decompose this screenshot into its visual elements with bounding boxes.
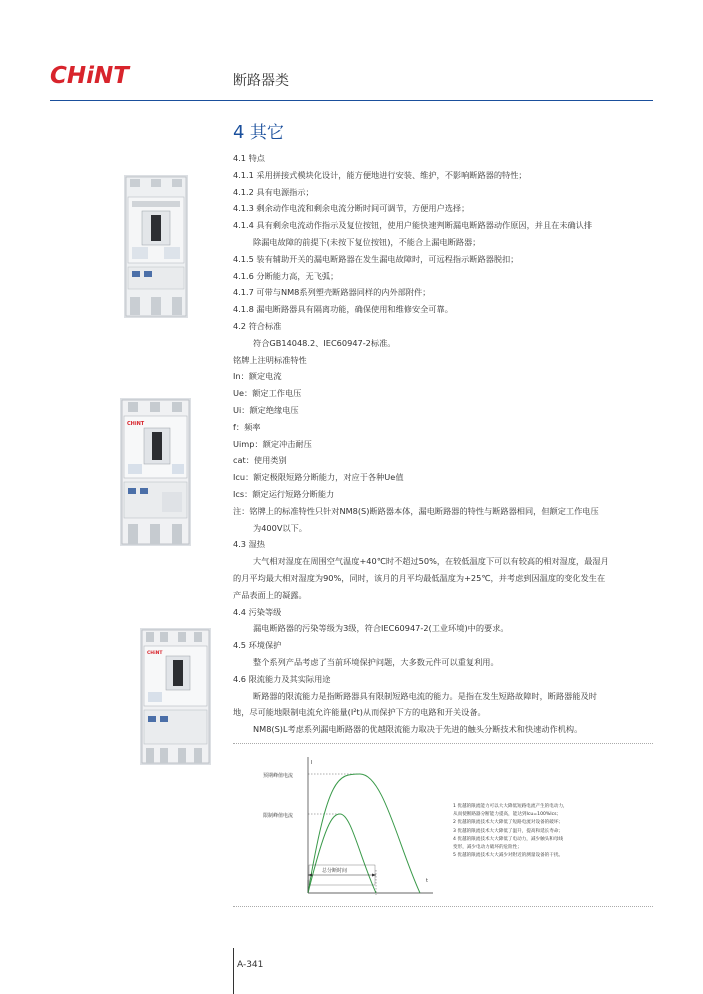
diagram-bottom-rule <box>233 906 653 907</box>
limited-current-curve <box>308 814 376 893</box>
text-line: 4.3 湿热 <box>233 539 265 550</box>
page-number: A-341 <box>237 960 264 970</box>
legend-line: 4 优越的限流技术大大降低了电动力，减少触头和母线 <box>453 836 564 842</box>
footer-rule <box>233 948 234 994</box>
legend-line: 从而使断路器分断能力提高，能达到Icu=100%Ics； <box>453 812 562 818</box>
legend-line: 2 优越的限流技术大大降低了短路电流对设备的破坏； <box>453 820 564 826</box>
prospective-peak-label: 预期峰值电流 <box>263 773 294 779</box>
legend-line: 1 优越的限流能力可以大大降低短路电流产生的电动力， <box>453 804 568 809</box>
text-line: In：额定电流 <box>233 371 282 382</box>
section-title-text: 其它 <box>249 123 284 143</box>
text-line: 的月平均最大相对湿度为90%，同时，该月的月平均最低温度为+25℃，并考虑到因温度的变化发生在 <box>233 572 606 583</box>
diagram-legend <box>453 803 568 860</box>
text-line: 大气相对湿度在周围空气温度+40℃时不超过50%，在较低温度下可以有较高的相对湿度，最湿月 <box>253 556 609 567</box>
limited-peak-label: 限制峰值电流 <box>263 813 294 819</box>
total-time-label: 总分断时间 <box>322 868 348 874</box>
text-line: 铭牌上注明标准特性 <box>233 354 307 365</box>
section-heading <box>233 118 284 143</box>
document-body <box>233 150 655 738</box>
legend-line: 3 优越的限流技术大大降低了温升，提高和延长寿命； <box>453 828 564 834</box>
text-line: f：频率 <box>233 421 261 432</box>
legend-line: 5 优越的限流技术大大减少对附近的测量设备的干扰。 <box>453 853 564 859</box>
text-line: NM8(S)L考虑系列漏电断路器的优越限流能力取决于先进的触头分断技术和快速动作机构。 <box>253 724 583 735</box>
text-line: 漏电断路器的污染等级为3级，符合IEC60947-2(工业环境)中的要求。 <box>253 623 509 634</box>
text-line: 符合GB14048.2、IEC60947-2标准。 <box>253 337 396 348</box>
axis-t-label: t <box>426 878 428 884</box>
text-line: 4.6 限流能力及其实际用途 <box>233 673 331 684</box>
text-line: Ue：额定工作电压 <box>233 388 302 399</box>
breaker-product-image-2 <box>118 398 193 546</box>
diagram-top-rule <box>233 743 653 744</box>
header-divider <box>50 100 653 101</box>
text-line: 4.1.5 装有辅助开关的漏电断路器在发生漏电故障时，可远程指示断路器脱扣； <box>233 253 519 264</box>
text-line: 整个系列产品考虑了当前环境保护问题，大多数元件可以重复利用。 <box>253 656 499 667</box>
text-line: cat：使用类别 <box>233 455 287 466</box>
text-line: 为400V以下。 <box>253 522 307 533</box>
axis-i-label: I <box>311 760 313 766</box>
text-line: 4.1.1 采用拼接式模块化设计，能方便地进行安装、维护，不影响断路器的特性； <box>233 169 527 180</box>
text-line: Ui：额定绝缘电压 <box>233 404 299 415</box>
text-line: Ics：额定运行短路分断能力 <box>233 488 335 499</box>
breaker-product-image-3 <box>138 628 213 765</box>
text-line: 4.1.3 剩余动作电流和剩余电流分断时间可调节，方便用户选择； <box>233 203 470 214</box>
text-line: 注：铭牌上的标准特性只针对NM8(S)断路器本体，漏电断路器的特性与断路器相同，但额定工作电压 <box>233 505 599 516</box>
legend-line: 变形，减少电动力破坏的危险性； <box>453 845 522 851</box>
current-limiting-diagram <box>233 745 453 905</box>
text-line: 除漏电故障的前提下(未按下复位按钮)，不能合上漏电断路器； <box>253 236 481 247</box>
text-line: 4.1.6 分断能力高，无飞弧； <box>233 270 339 281</box>
breaker-product-image-1 <box>120 175 192 318</box>
text-line: 4.1.4 具有剩余电流动作指示及复位按钮，使用户能快速判断漏电断路器动作原因，并且在未确认排 <box>233 220 593 231</box>
text-line: 4.1 特点 <box>233 153 265 163</box>
text-line: Uimp：额定冲击耐压 <box>233 438 312 449</box>
svg-text:CHiNT: CHiNT <box>127 421 145 427</box>
page-category-title: 断路器类 <box>233 73 289 89</box>
text-line: 4.1.7 可带与NM8系列塑壳断路器同样的内外部附件； <box>233 287 431 298</box>
text-line: Icu：额定极限短路分断能力，对应于各种Ue值 <box>233 472 404 483</box>
text-line: 产品表面上的凝露。 <box>233 589 307 600</box>
text-line: 4.1.2 具有电源指示； <box>233 186 314 197</box>
text-line: 4.1.8 漏电断路器具有隔离功能，确保使用和维修安全可靠。 <box>233 304 453 315</box>
text-line: 断路器的限流能力是指断路器具有限制短路电流的能力。是指在发生短路故障时，断路器能及时 <box>253 690 597 701</box>
text-line: 4.5 环境保护 <box>233 640 282 651</box>
text-line: 4.4 污染等级 <box>233 606 282 617</box>
text-line: 4.2 符合标准 <box>233 320 282 331</box>
chint-logo: CHiNT <box>50 63 129 89</box>
svg-text:CHiNT: CHiNT <box>147 651 163 656</box>
section-number: 4 <box>233 122 245 143</box>
text-line: 地，尽可能地限制电流允许能量(I²t)从而保护下方的电路和开关设备。 <box>233 707 486 718</box>
